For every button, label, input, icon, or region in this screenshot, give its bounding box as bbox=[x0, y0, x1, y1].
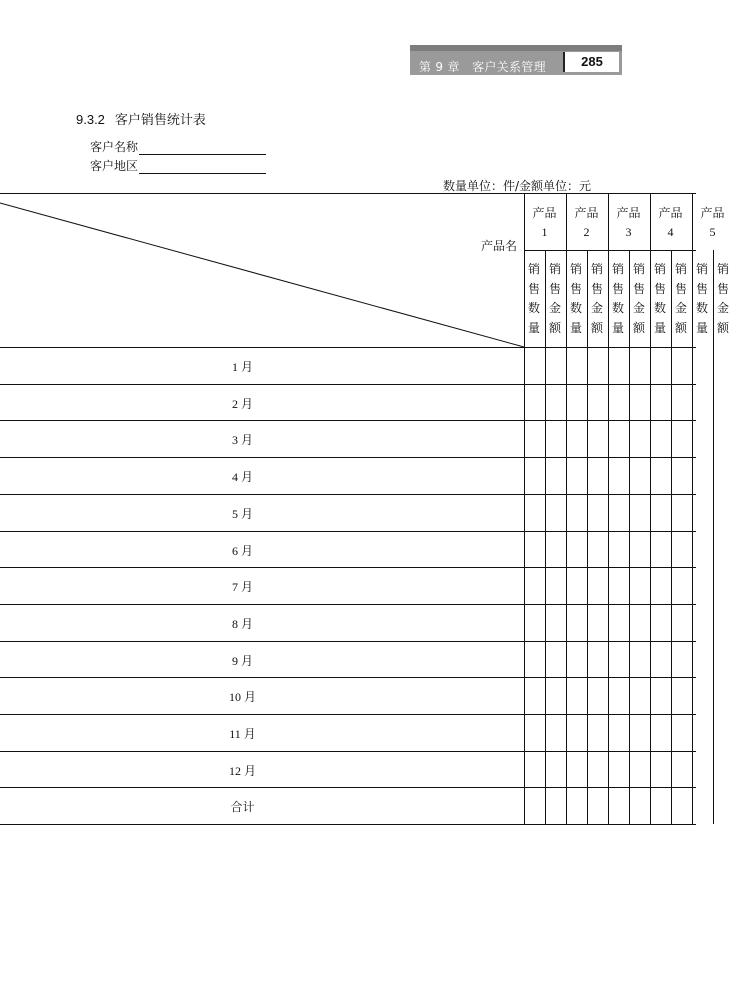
month-number: 4 bbox=[231, 470, 238, 485]
product-header bbox=[524, 204, 565, 242]
header-bottom-border bbox=[0, 347, 696, 348]
section-number: 9.3.2 bbox=[76, 112, 105, 127]
month-unit: 月 bbox=[243, 690, 256, 705]
customer-region-field bbox=[90, 157, 266, 174]
sales-amount-header: 销 售 金 额 bbox=[716, 262, 729, 335]
sales-quantity-header: 销 售 数 量 bbox=[569, 262, 582, 335]
sales-quantity-header: 销 售 数 量 bbox=[611, 262, 624, 335]
row-border bbox=[0, 714, 696, 715]
row-border bbox=[0, 457, 696, 458]
product-header-number: 3 bbox=[625, 225, 632, 239]
running-header bbox=[410, 45, 622, 75]
product-header bbox=[608, 204, 649, 242]
product-header-name: 产品 bbox=[574, 206, 599, 220]
product-header-name: 产品 bbox=[658, 206, 683, 220]
product-header-number: 1 bbox=[541, 225, 548, 239]
table-top-border bbox=[0, 193, 696, 194]
customer-region-label: 客户地区 bbox=[90, 159, 139, 173]
row-border bbox=[0, 824, 696, 825]
month-unit: 月 bbox=[240, 543, 253, 558]
month-unit: 月 bbox=[240, 653, 253, 668]
product-header bbox=[692, 204, 733, 242]
sales-amount-header: 销 售 金 额 bbox=[632, 262, 645, 335]
customer-region-blank bbox=[139, 160, 266, 174]
sales-quantity-header: 销 售 数 量 bbox=[527, 262, 540, 335]
month-number: 11 bbox=[229, 727, 241, 741]
month-row-label bbox=[0, 652, 485, 669]
month-unit: 月 bbox=[243, 727, 256, 741]
month-number: 5 bbox=[231, 506, 238, 521]
customer-name-label: 客户名称 bbox=[90, 140, 139, 154]
product-header-name: 产品 bbox=[700, 206, 725, 220]
month-row-label bbox=[0, 358, 485, 375]
month-row-label bbox=[0, 431, 485, 448]
product-header-number: 5 bbox=[709, 225, 716, 239]
month-unit: 月 bbox=[240, 433, 253, 448]
month-unit: 月 bbox=[240, 580, 253, 595]
total-row-label: 合计 bbox=[230, 800, 255, 815]
month-unit: 月 bbox=[240, 506, 253, 521]
product-header-number: 2 bbox=[583, 225, 590, 239]
product-header bbox=[566, 204, 607, 242]
month-row-label bbox=[0, 468, 485, 485]
month-number: 9 bbox=[231, 653, 238, 668]
sales-quantity-header: 销 售 数 量 bbox=[653, 262, 666, 335]
month-row-label bbox=[0, 395, 485, 412]
month-number: 3 bbox=[231, 433, 238, 448]
month-row-label bbox=[0, 542, 485, 559]
month-number: 10 bbox=[228, 690, 241, 705]
row-border bbox=[0, 604, 696, 605]
page-number: 285 bbox=[563, 52, 619, 72]
row-border bbox=[0, 420, 696, 421]
month-number: 7 bbox=[231, 580, 238, 595]
month-unit: 月 bbox=[240, 396, 253, 411]
month-unit: 月 bbox=[240, 616, 253, 631]
sales-statistics-table bbox=[0, 193, 729, 825]
sales-amount-header: 销 售 金 额 bbox=[590, 262, 603, 335]
month-row-label bbox=[0, 688, 485, 705]
month-row-label bbox=[0, 505, 485, 522]
month-number: 12 bbox=[228, 763, 241, 778]
chapter-title: 第 9 章 客户关系管理 bbox=[419, 60, 546, 74]
month-number: 1 bbox=[231, 360, 238, 374]
product-header-name: 产品 bbox=[616, 206, 641, 220]
row-border bbox=[0, 641, 696, 642]
row-border bbox=[0, 531, 696, 532]
row-border bbox=[0, 384, 696, 385]
sales-quantity-header: 销 售 数 量 bbox=[695, 262, 708, 335]
units-note: 数量单位：件/金额单位：元 bbox=[443, 179, 592, 193]
sales-amount-header: 销 售 金 额 bbox=[674, 262, 687, 335]
month-unit: 月 bbox=[243, 763, 256, 778]
header-rule bbox=[410, 45, 622, 51]
row-border bbox=[0, 567, 696, 568]
product-header-number: 4 bbox=[667, 225, 674, 239]
month-number: 8 bbox=[231, 616, 238, 631]
month-unit: 月 bbox=[240, 360, 253, 374]
month-row-label bbox=[0, 615, 485, 632]
section-title: 客户销售统计表 bbox=[114, 113, 206, 128]
product-name-diagonal-label: 产品名 bbox=[481, 239, 518, 253]
month-row-label bbox=[0, 725, 485, 742]
month-unit: 月 bbox=[240, 470, 253, 485]
row-border bbox=[0, 494, 696, 495]
row-border bbox=[0, 787, 696, 788]
month-row-label bbox=[0, 578, 485, 595]
product-header bbox=[650, 204, 691, 242]
sales-amount-header: 销 售 金 额 bbox=[548, 262, 561, 335]
month-number: 2 bbox=[231, 396, 238, 411]
month-number: 6 bbox=[231, 543, 238, 558]
row-border bbox=[0, 677, 696, 678]
product-header-name: 产品 bbox=[532, 206, 557, 220]
customer-name-blank bbox=[139, 141, 266, 155]
row-border bbox=[0, 751, 696, 752]
customer-name-field bbox=[90, 138, 266, 155]
month-row-label bbox=[0, 762, 485, 779]
section-heading bbox=[76, 109, 206, 128]
